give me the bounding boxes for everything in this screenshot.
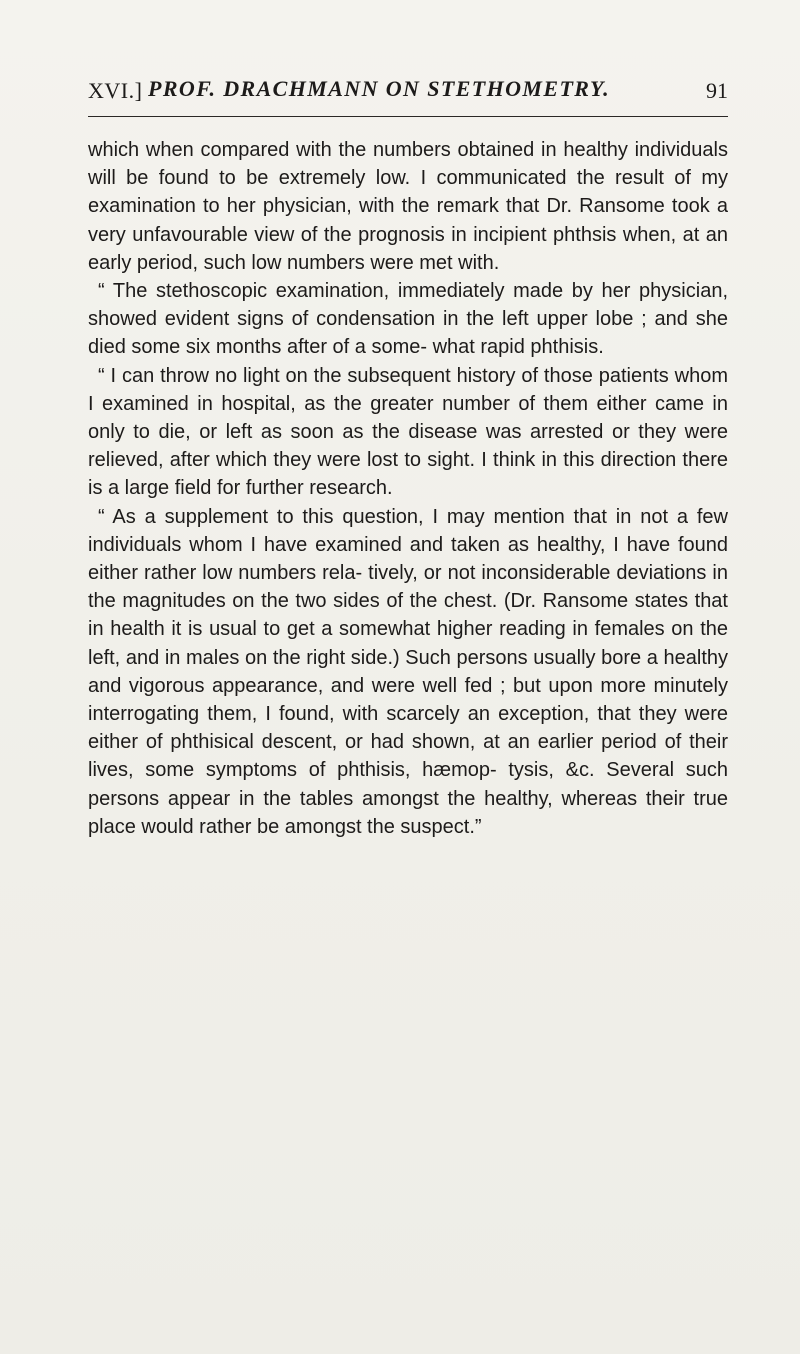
section-number: XVI.] bbox=[88, 78, 143, 103]
paragraph-4: “ As a supplement to this question, I may mention that in not a few individuals whom I have examined and taken as healthy, I have found either rather low numbers rela- tively, or not inconsiderable deviations in the magnitudes on the two sides of the chest. (Dr. Ransome states that in health it is usual to get a somewhat higher reading in females on the left, and in males on the right side.) Such persons usually bore a healthy and vigorous appearance, and were well fed ; but upon more minutely interrogating them, I found, with scarcely an exception, that they were either of phthisical descent, or had shown, at an earlier period of their lives, some symptoms of phthisis, hæmop- tysis, &c. Several such persons appear in the tables amongst the healthy, whereas their true place would rather be amongst the suspect.” bbox=[88, 505, 728, 838]
page-number: 91 bbox=[706, 78, 728, 103]
body-text bbox=[88, 136, 728, 841]
header-rule bbox=[88, 116, 728, 117]
running-title: PROF. DRACHMANN ON STETHOMETRY. bbox=[148, 76, 611, 101]
paragraph-2: “ The stethoscopic examination, immediately made by her physician, showed evident signs of condensation in the left upper lobe ; and she died some six months after of a some- what rapid phthisis. bbox=[88, 280, 728, 359]
running-head bbox=[88, 72, 728, 108]
paragraph-1: which when compared with the numbers obtained in healthy individuals will be found to be extremely low. I communicated the result of my examination to her physician, with the remark that Dr. Ransome took a very unfavourable view of the prognosis in incipient phthsis when, at an early period, such low numbers were met with. bbox=[88, 139, 728, 274]
paragraph-3: “ I can throw no light on the subsequent history of those patients whom I examined in hospital, as the greater number of them either came in only to die, or left as soon as the disease was arrested or they were relieved, after which they were lost to sight. I think in this direction there is a large field for further research. bbox=[88, 364, 728, 500]
